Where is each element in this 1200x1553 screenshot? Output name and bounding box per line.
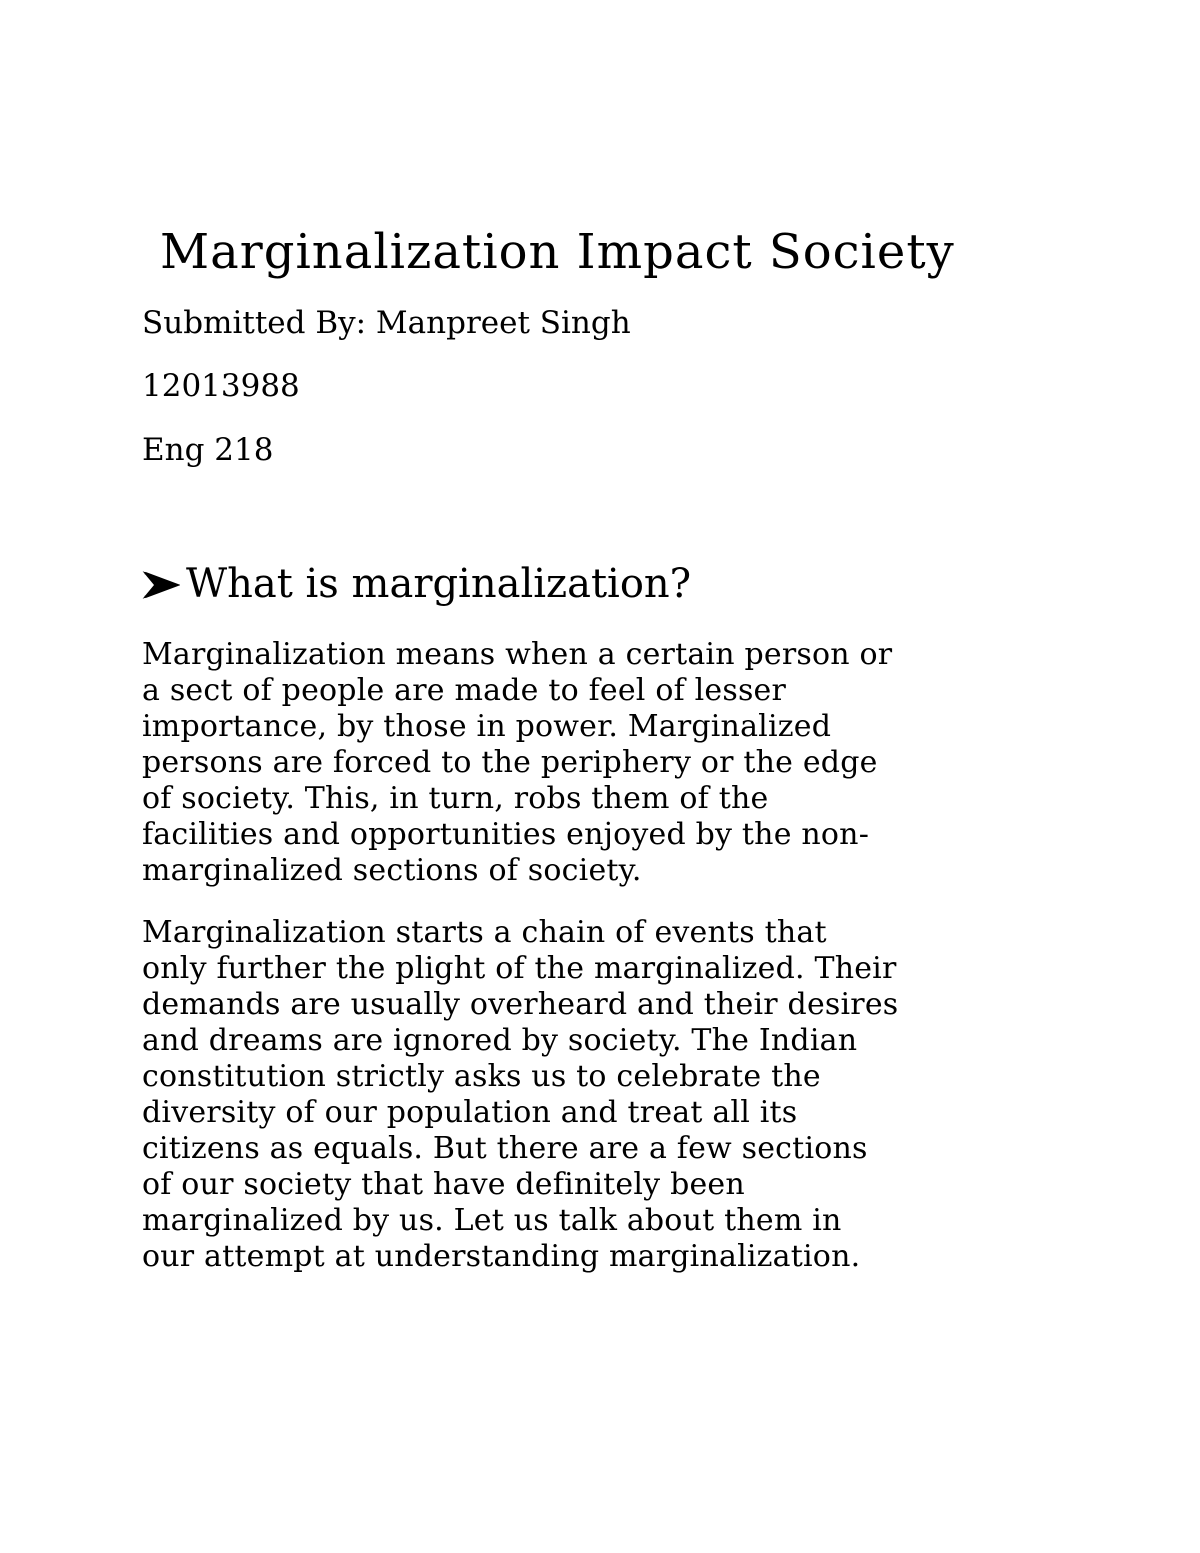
section-heading-text: What is marginalization? xyxy=(186,561,692,607)
arrowhead-bullet-icon xyxy=(142,570,180,600)
student-id: 12013988 xyxy=(142,368,300,404)
document-title: Marginalization Impact Society xyxy=(160,224,955,280)
course-code: Eng 218 xyxy=(142,432,274,468)
paragraph: Marginalization means when a certain person or a sect of people are made to feel of lesser importance, by those in power. Marginalized persons are forced to the periphery or the edge of society. This, in turn, robs them of the facilities and opportunities enjoyed by the non- marginalized sections of society. xyxy=(142,637,893,888)
section-heading xyxy=(142,556,691,612)
submitted-by-line: Submitted By: Manpreet Singh xyxy=(142,305,631,341)
paragraph: Marginalization starts a chain of events that only further the plight of the marginalized. Their demands are usually overheard and their desires and dreams are ignored by society. The Indian constitution strictly asks us to celebrate the diversity of our population and treat all its citizens as equals. But there are a few sections of our society that have definitely been marginalized by us. Let us talk about them in our attempt at understanding marginalization. xyxy=(142,915,899,1274)
